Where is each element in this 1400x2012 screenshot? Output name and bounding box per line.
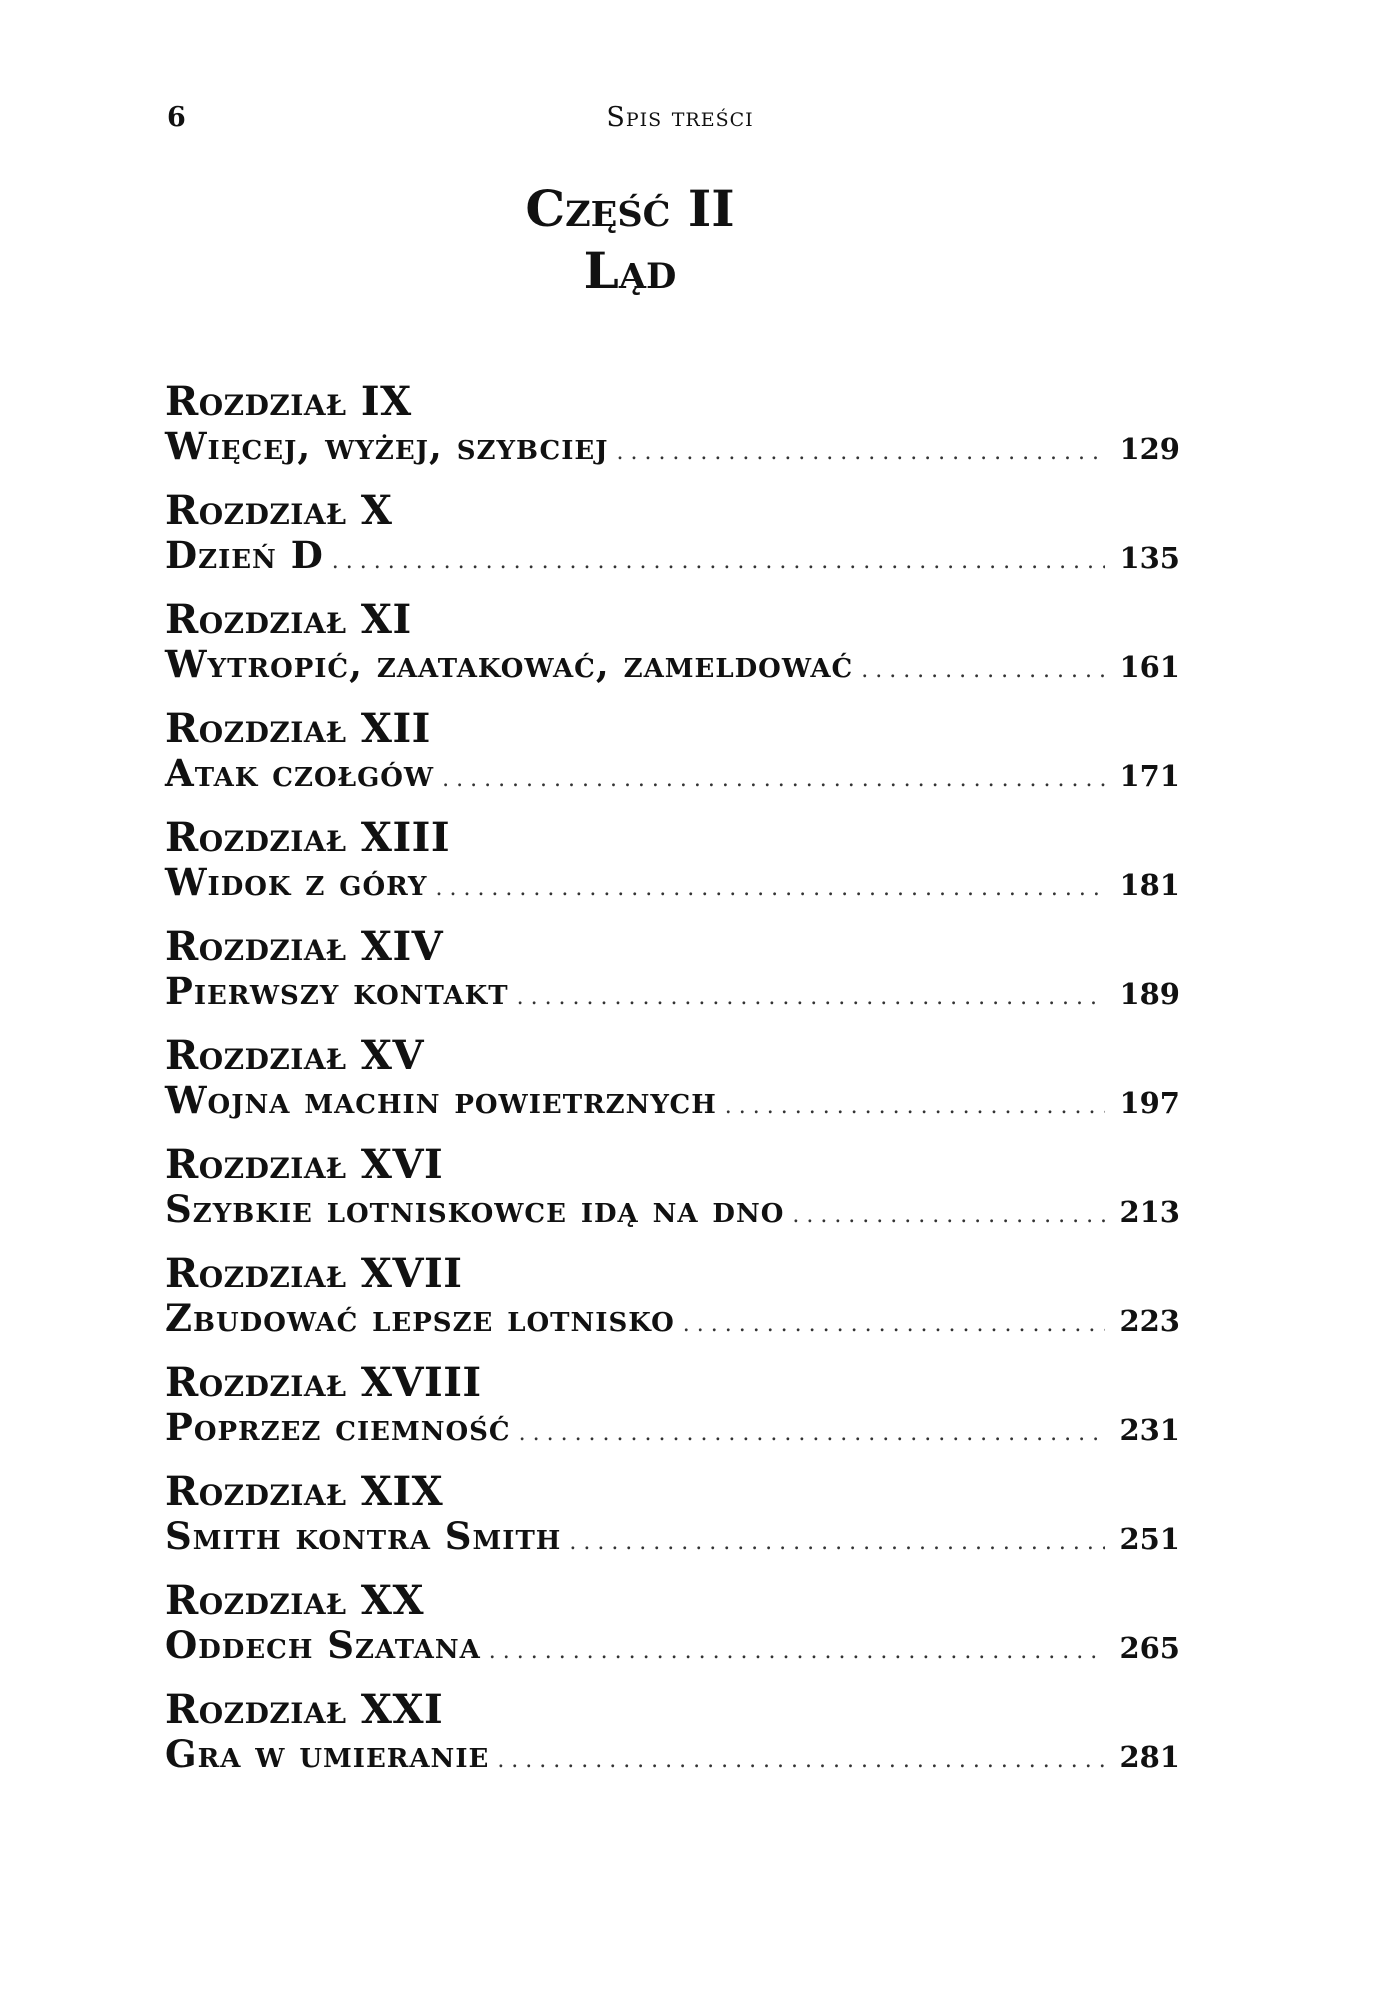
chapter-title-row [165,969,1180,1013]
dot-leader [861,649,1105,693]
part-title: Ląd [583,241,677,300]
chapter-label: Rozdział XI [165,596,412,643]
dot-leader [792,1194,1105,1238]
toc-entry[interactable] [165,598,1180,707]
dot-leader [683,1303,1106,1347]
chapter-title: Widok z góry [165,860,428,904]
toc-entry[interactable] [165,1688,1180,1797]
page-reference: 265 [1119,1631,1180,1665]
dot-leader [616,431,1105,475]
chapter-title: Zbudować lepsze lotnisko [165,1296,675,1340]
chapter-label: Rozdział XIV [165,923,444,970]
chapter-title-row [165,1514,1180,1558]
toc-entry[interactable] [165,1470,1180,1579]
part-heading [0,178,1260,302]
toc-entry[interactable] [165,489,1180,598]
chapter-title: Oddech Szatana [165,1623,481,1667]
chapter-title-row [165,1187,1180,1231]
page-reference: 213 [1119,1195,1180,1229]
chapter-title: Szybkie lotniskowce idą na dno [165,1187,785,1231]
page-reference: 197 [1119,1086,1180,1120]
dot-leader [332,540,1106,584]
toc-entry[interactable] [165,707,1180,816]
chapter-title-row [165,642,1180,686]
toc-entry[interactable] [165,1143,1180,1252]
running-head: Spis treści [606,102,754,133]
chapter-title: Pierwszy kontakt [165,969,509,1013]
page-reference: 161 [1119,650,1180,684]
chapter-title: Wytropić, zaatakować, zameldować [165,642,854,686]
chapter-title-row [165,533,1180,577]
page-number: 6 [167,102,186,133]
dot-leader [435,867,1105,911]
page-reference: 223 [1119,1304,1180,1338]
chapter-label: Rozdział XIII [165,814,451,861]
toc-entry[interactable] [165,1361,1180,1470]
chapter-label: Rozdział XVII [165,1250,463,1297]
chapter-title: Gra w umieranie [165,1732,490,1776]
chapter-label: Rozdział IX [165,378,412,425]
page-reference: 231 [1119,1413,1180,1447]
page-reference: 135 [1119,541,1180,575]
dot-leader [497,1739,1105,1783]
chapter-title: Atak czołgów [165,751,435,795]
chapter-title: Smith kontra Smith [165,1514,562,1558]
part-number: Część II [525,179,735,238]
chapter-title: Dzień D [165,533,324,577]
chapter-label: Rozdział XII [165,705,431,752]
chapter-label: Rozdział XVIII [165,1359,482,1406]
toc-entry[interactable] [165,816,1180,925]
dot-leader [517,976,1106,1020]
toc-entry[interactable] [165,1252,1180,1361]
toc-entry[interactable] [165,1034,1180,1143]
chapter-title-row [165,424,1180,468]
chapter-label: Rozdział X [165,487,393,534]
table-of-contents [165,380,1180,1797]
toc-entry[interactable] [165,1579,1180,1688]
chapter-title-row [165,751,1180,795]
chapter-label: Rozdział XX [165,1577,424,1624]
chapter-label: Rozdział XXI [165,1686,444,1733]
chapter-title: Poprzez ciemność [165,1405,511,1449]
chapter-label: Rozdział XV [165,1032,424,1079]
page-reference: 181 [1119,868,1180,902]
chapter-title-row [165,1732,1180,1776]
toc-entry[interactable] [165,380,1180,489]
chapter-title: Wojna machin powietrznych [165,1078,717,1122]
chapter-label: Rozdział XIX [165,1468,444,1515]
chapter-title-row [165,1078,1180,1122]
dot-leader [725,1085,1106,1129]
dot-leader [519,1412,1106,1456]
page-reference: 281 [1119,1740,1180,1774]
page-reference: 171 [1119,759,1180,793]
toc-entry[interactable] [165,925,1180,1034]
chapter-title-row [165,1296,1180,1340]
chapter-title: Więcej, wyżej, szybciej [165,424,609,468]
page-reference: 129 [1119,432,1180,466]
dot-leader [569,1521,1105,1565]
chapter-label: Rozdział XVI [165,1141,444,1188]
dot-leader [442,758,1105,802]
chapter-title-row [165,860,1180,904]
chapter-title-row [165,1405,1180,1449]
chapter-title-row [165,1623,1180,1667]
dot-leader [489,1630,1106,1674]
page-reference: 251 [1119,1522,1180,1556]
page-reference: 189 [1119,977,1180,1011]
